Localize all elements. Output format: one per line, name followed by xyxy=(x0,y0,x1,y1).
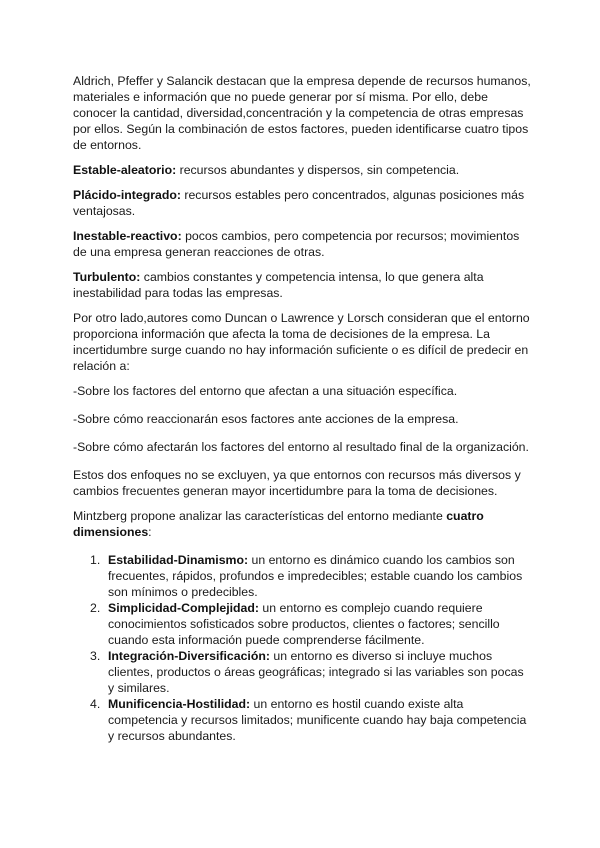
term: Simplicidad-Complejidad: xyxy=(108,601,259,615)
bullet-item: -Sobre cómo afectarán los factores del entorno al resultado final de la organización. xyxy=(73,440,529,454)
definition: un entorno es diverso si incluye muchos clientes, productos o áreas geográficas; integrado si las variables son pocas y similares. xyxy=(108,649,524,695)
document-body xyxy=(73,73,533,744)
environment-type-4 xyxy=(73,269,533,301)
intro-paragraph: Aldrich, Pfeffer y Salancik destacan que la empresa depende de recursos humanos, materiales e información que no puede generar por sí misma. Por ello, debe conocer la cantidad, diversidad,concentración y la competencia de otras empresas por ellos. Según la combinación de estos factores, pueden identificarse cuatro tipos de entornos. xyxy=(73,74,531,152)
environment-type-3 xyxy=(73,228,533,260)
term: Estable-aleatorio: xyxy=(73,163,177,177)
term: Inestable-reactivo: xyxy=(73,229,182,243)
dimensions-list xyxy=(73,552,533,744)
bold-text: cuatro dimensiones xyxy=(73,509,484,539)
term: Integración-Diversificación: xyxy=(108,649,270,663)
term: Plácido-integrado: xyxy=(73,188,181,202)
term: Estabilidad-Dinamismo: xyxy=(108,553,249,567)
bullet-item: -Sobre cómo reaccionarán esos factores ante acciones de la empresa. xyxy=(73,412,459,426)
mintzberg-paragraph xyxy=(73,508,533,540)
list-number: 1. xyxy=(90,553,101,567)
text: : xyxy=(148,525,152,539)
list-item xyxy=(73,696,533,744)
definition: pocos cambios, pero competencia por recursos; movimientos de una empresa generan reacciones de otras. xyxy=(73,229,520,259)
term: Turbulento: xyxy=(73,270,141,284)
list-item xyxy=(73,600,533,648)
text: Mintzberg propone analizar las características del entorno mediante xyxy=(73,509,447,523)
conclusion-paragraph: Estos dos enfoques no se excluyen, ya que entornos con recursos más diversos y cambios frecuentes generan mayor incertidumbre para la toma de decisiones. xyxy=(73,468,521,498)
environment-type-2 xyxy=(73,187,533,219)
list-item xyxy=(73,552,533,600)
definition: un entorno es complejo cuando requiere conocimientos sofisticados sobre productos, clientes o factores; sencillo cuando esta información puede comprenderse fácilmente. xyxy=(108,601,500,647)
environment-type-1 xyxy=(73,162,533,178)
definition: un entorno es dinámico cuando los cambios son frecuentes, rápidos, profundos e impredecibles; estable cuando los cambios son mínimos o predecibles. xyxy=(108,553,523,599)
definition: recursos estables pero concentrados, algunas posiciones más ventajosas. xyxy=(73,188,525,218)
definition: un entorno es hostil cuando existe alta competencia y recursos limitados; munificente cuando hay baja competencia y recursos abundantes. xyxy=(108,697,527,743)
uncertainty-paragraph: Por otro lado,autores como Duncan o Lawrence y Lorsch consideran que el entorno proporciona información que afecta la toma de decisiones de la empresa. La incertidumbre surge cuando no hay información suficiente o es difícil de predecir en relación a: xyxy=(73,311,530,373)
list-item xyxy=(73,648,533,696)
list-number: 4. xyxy=(90,697,101,711)
term: Munificencia-Hostilidad: xyxy=(108,697,251,711)
list-number: 2. xyxy=(90,601,101,615)
definition: cambios constantes y competencia intensa, lo que genera alta inestabilidad para todas las empresas. xyxy=(73,270,484,300)
definition: recursos abundantes y dispersos, sin competencia. xyxy=(176,163,460,177)
list-number: 3. xyxy=(90,649,101,663)
bullet-item: -Sobre los factores del entorno que afectan a una situación específica. xyxy=(73,384,458,398)
